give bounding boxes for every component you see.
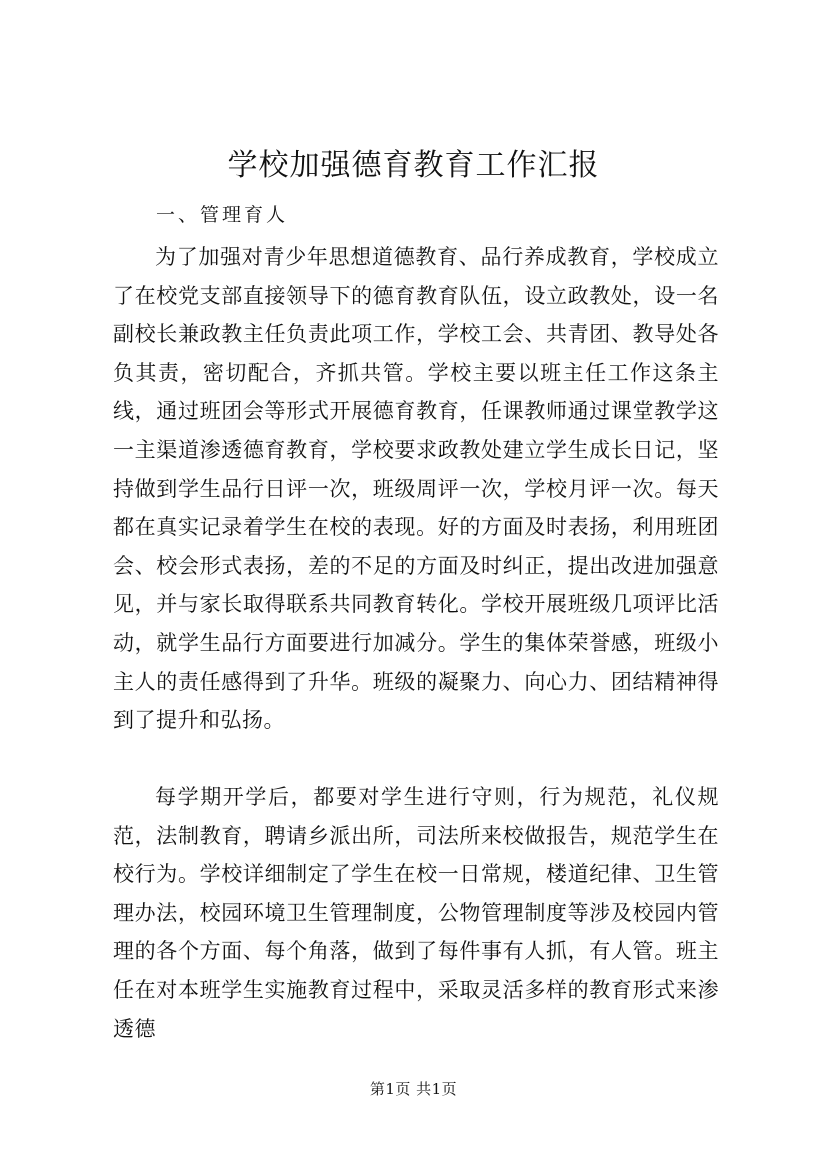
document-title: 学校加强德育教育工作汇报 — [227, 148, 600, 183]
body-paragraph-2: 每学期开学后，都要对学生进行守则，行为规范，礼仪规范，法制教育，聘请乡派出所，司法所来校做报告，规范学生在校行为。学校详细制定了学生在校一日常规，楼道纪律、卫生管理办法，校园环境卫生管理制度，公物管理制度等涉及校园内管理的各个方面、每个角落，做到了每件事有人抓，有人管。班主任在对本班学生实施教育过程中，采取灵活多样的教育形式来渗透德 — [113, 785, 719, 1041]
section-heading: 一、管理育人 — [156, 204, 289, 226]
body-paragraph-1: 为了加强对青少年思想道德教育、品行养成教育，学校成立了在校党支部直接领导下的德育教育队伍，设立政教处，设一名副校长兼政教主任负责此项工作，学校工会、共青团、教导处各负其责，密切配合，齐抓共管。学校主要以班主任工作这条主线，通过班团会等形式开展德育教育，任课教师通过课堂教学这一主渠道渗透德育教育，学校要求政教处建立学生成长日记，坚持做到学生品行日评一次，班级周评一次，学校月评一次。每天都在真实记录着学生在校的表现。好的方面及时表扬，利用班团会、校会形式表扬，差的不足的方面及时纠正，提出改进加强意见，并与家长取得联系共同教育转化。学校开展班级几项评比活动，就学生品行方面要进行加减分。学生的集体荣誉感，班级小主人的责任感得到了升华。班级的凝聚力、向心力、团结精神得到了提升和弘扬。 — [113, 245, 719, 733]
page-number-footer: 第1页 共1页 — [369, 1080, 458, 1098]
